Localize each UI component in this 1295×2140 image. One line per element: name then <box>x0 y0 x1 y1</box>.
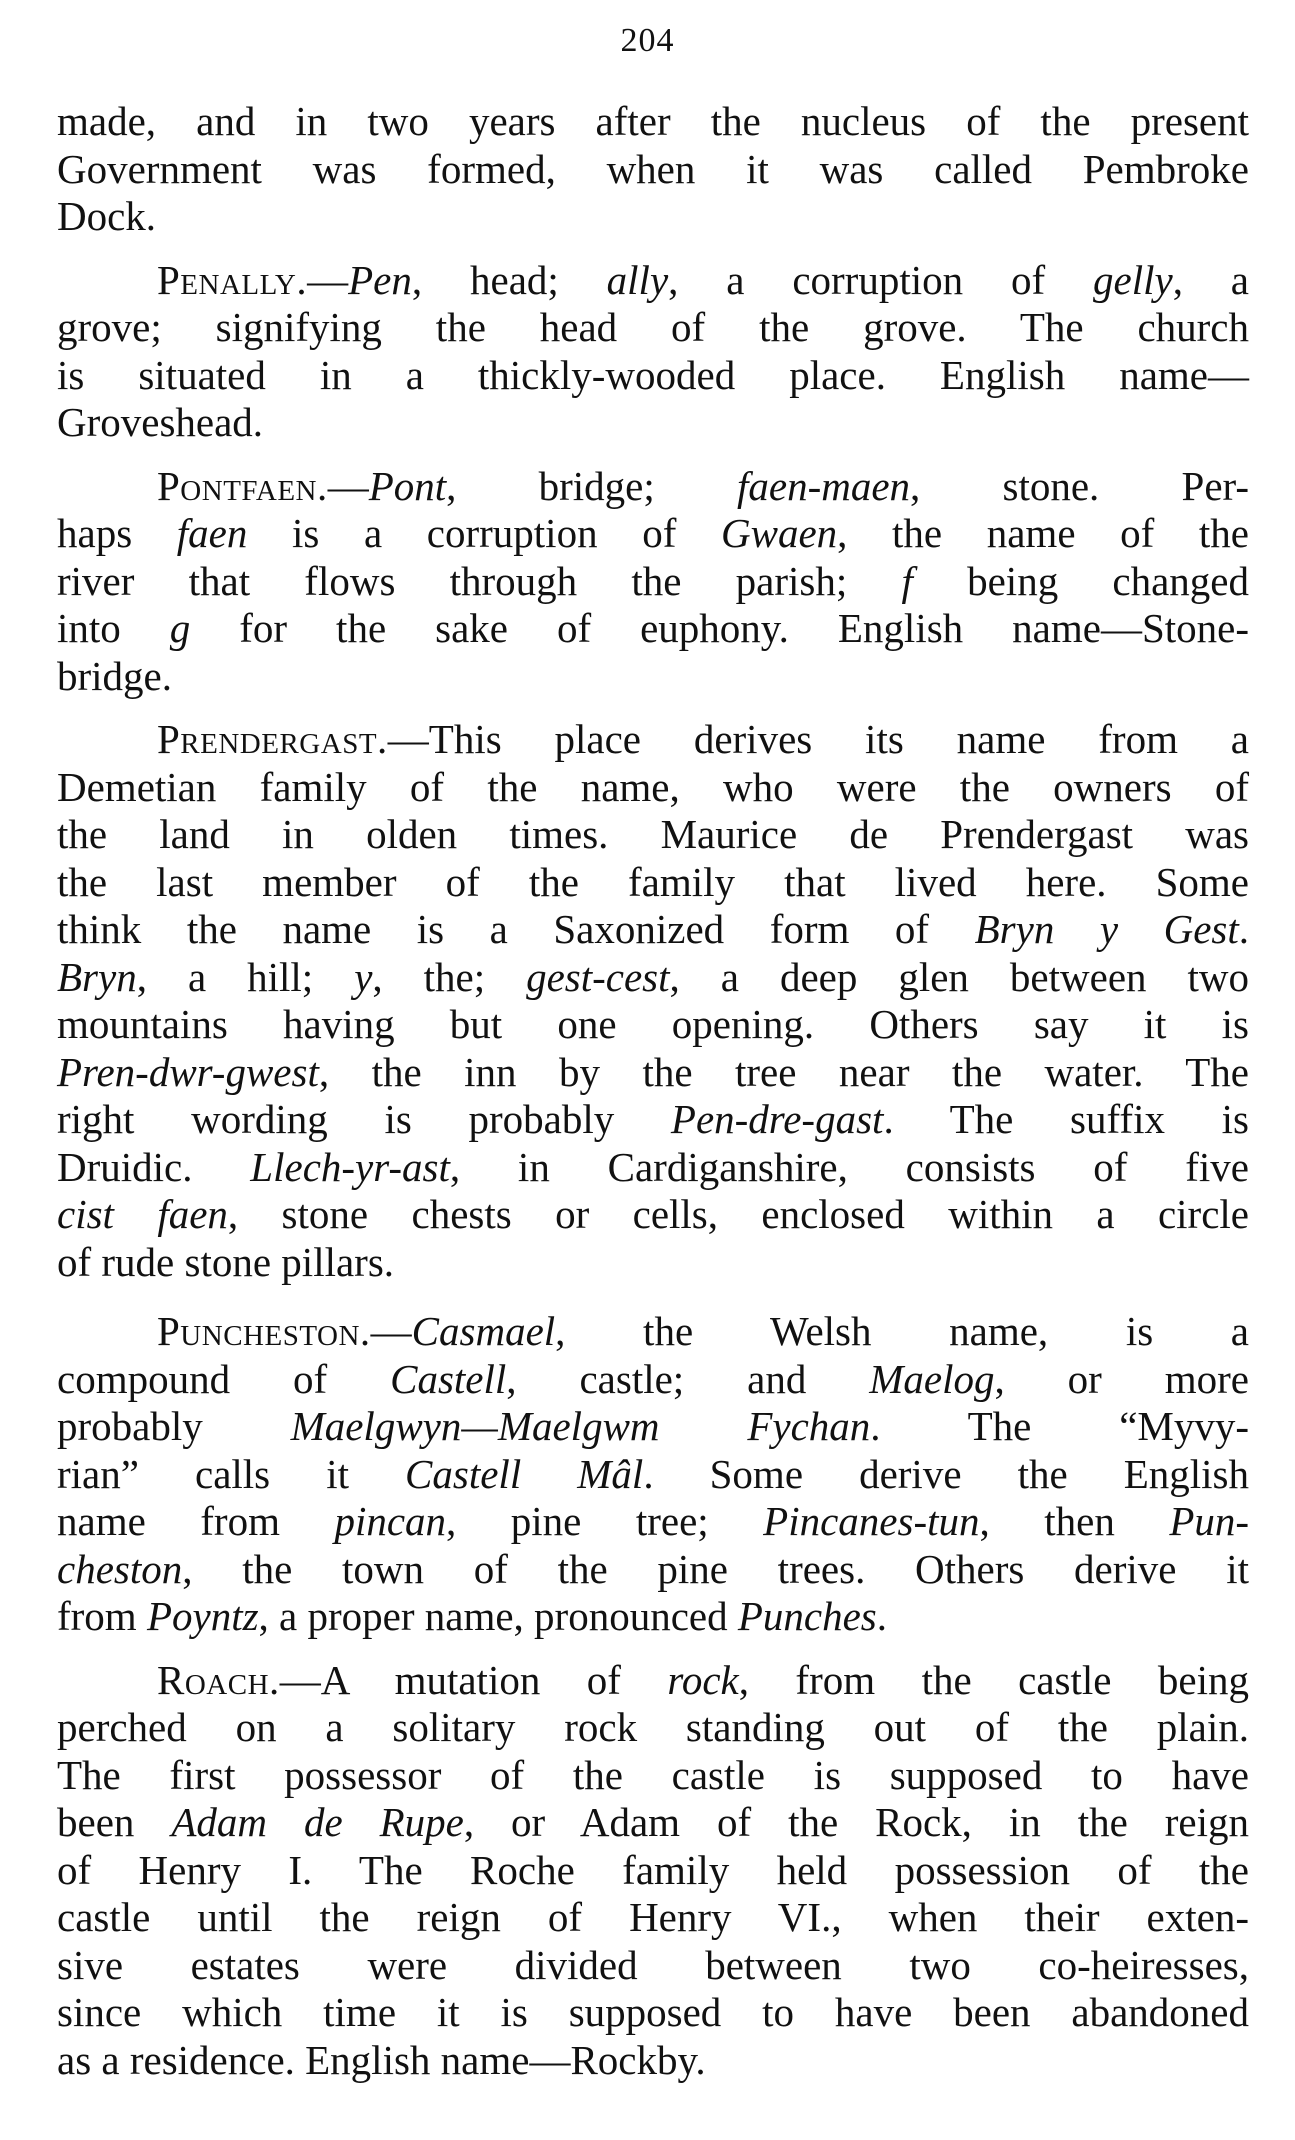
text-line <box>57 1144 1249 1192</box>
text-line <box>57 1096 1249 1144</box>
text-run: mountains having but one opening. Others say it is <box>57 1001 1249 1047</box>
text-run: , head; <box>411 256 607 303</box>
text-line <box>57 1942 1249 1990</box>
text-run: , from the castle being <box>738 1656 1249 1703</box>
italic-term: Punches <box>737 1593 877 1639</box>
paragraph-continuation <box>57 98 1249 241</box>
page-body <box>57 98 1249 2084</box>
text-run: since which time it is supposed to have been abandoned <box>57 1989 1249 2035</box>
text-run: think the name is a Saxonized form of <box>57 906 975 952</box>
text-line <box>57 304 1249 352</box>
text-run: Demetian family of the name, who were the owners of <box>57 763 1249 810</box>
text-line <box>57 1989 1249 2037</box>
text-line <box>57 1356 1249 1404</box>
text-run: river that flows through the parish; <box>57 557 902 604</box>
text-line <box>57 1451 1249 1499</box>
text-line <box>57 1894 1249 1942</box>
text-run: of Henry I. The Roche family held possession of the <box>57 1846 1249 1893</box>
text-run: as a residence. English name—Rockby. <box>57 2036 706 2083</box>
text-run: , a corruption of <box>668 256 1093 303</box>
text-line <box>57 558 1249 606</box>
text-run: from <box>57 1593 147 1639</box>
italic-term: Maelgwyn—Maelgwm Fychan <box>290 1403 871 1449</box>
text-line <box>57 399 1249 447</box>
text-run: rian” calls it <box>57 1450 406 1497</box>
text-run: , stone. Per- <box>910 462 1249 509</box>
text-line <box>57 653 1249 701</box>
text-run: been <box>57 1799 172 1845</box>
text-run: Groveshead. <box>57 399 264 445</box>
text-run: . The suffix is <box>883 1096 1249 1142</box>
text-run: Dock. <box>57 193 157 239</box>
italic-term: Bryn y Gest <box>974 906 1239 952</box>
text-run: name from <box>57 1498 335 1544</box>
text-run: , then <box>979 1498 1170 1544</box>
text-line <box>57 510 1249 558</box>
text-line <box>57 605 1249 653</box>
text-run: —This place derives its name from a <box>387 716 1249 762</box>
text-run: made, and in two years after the nucleus of the present <box>57 98 1249 144</box>
italic-term: f <box>901 557 913 604</box>
italic-term: faen-maen <box>736 462 911 509</box>
text-run: , the Welsh name, is a <box>555 1308 1249 1354</box>
text-run: , a <box>1172 256 1250 303</box>
text-line <box>57 1752 1249 1800</box>
text-run: , the inn by the tree near the water. The <box>318 1048 1249 1095</box>
text-line <box>57 1191 1249 1239</box>
text-run: the land in olden times. Maurice de Prendergast was <box>57 811 1249 857</box>
italic-term: Poyntz <box>146 1593 259 1639</box>
text-run: , castle; and <box>506 1355 870 1402</box>
text-run: , pine tree; <box>446 1498 764 1544</box>
text-run: , in Cardiganshire, consists of five <box>449 1143 1249 1190</box>
entry-heading: Pontfaen. <box>157 462 328 509</box>
italic-term: Castell <box>390 1355 507 1402</box>
italic-term: Pen-dre-gast <box>670 1096 884 1142</box>
text-run: , or more <box>994 1355 1249 1402</box>
text-run: , a deep glen between two <box>669 953 1250 1000</box>
entry-heading: Prendergast. <box>157 716 388 762</box>
text-line <box>57 859 1249 907</box>
text-run: compound of <box>57 1355 391 1402</box>
text-line <box>57 2037 1249 2085</box>
text-run: Druidic. <box>57 1143 251 1190</box>
italic-term: g <box>169 605 191 651</box>
entry-heading: Roach. <box>157 1656 280 1703</box>
paragraph-pontfaen <box>57 463 1249 701</box>
text-run: is situated in a thickly-wooded place. English name— <box>57 351 1249 398</box>
italic-term: Llech-yr-ast <box>250 1143 450 1190</box>
text-line <box>57 764 1249 812</box>
text-run: — <box>327 462 369 509</box>
text-run: , or Adam of the Rock, in the reign <box>463 1799 1249 1845</box>
text-line <box>57 1799 1249 1847</box>
paragraph-puncheston <box>57 1308 1249 1641</box>
italic-term: Maelog <box>869 1355 995 1402</box>
text-run: into <box>57 605 170 651</box>
text-run: , a proper name, pronounced <box>258 1593 738 1639</box>
page-number: 204 <box>620 22 675 59</box>
text-run: , stone chests or cells, enclosed within a circle <box>227 1191 1249 1237</box>
paragraph-prendergast <box>57 716 1249 1286</box>
text-run: . <box>1238 906 1249 952</box>
text-run: haps <box>57 510 177 556</box>
text-run: , the name of the <box>837 510 1250 556</box>
text-line <box>57 1704 1249 1752</box>
text-run: grove; signifying the head of the grove. The church <box>57 304 1249 350</box>
text-line <box>57 1308 1249 1356</box>
text-run: , the town of the pine trees. Others derive it <box>182 1545 1249 1592</box>
italic-term: pincan <box>334 1498 447 1544</box>
italic-term: Pincanes-tun <box>763 1498 980 1544</box>
text-run: , a hill; <box>136 953 355 1000</box>
text-run: of rude stone pillars. <box>57 1238 395 1285</box>
italic-term: cist faen <box>57 1191 228 1237</box>
text-line <box>57 716 1249 764</box>
text-line <box>57 954 1249 1002</box>
text-run: . Some derive the English <box>643 1450 1249 1497</box>
text-run: bridge. <box>57 652 172 699</box>
text-line <box>57 1593 1249 1641</box>
text-line <box>57 906 1249 954</box>
italic-term: Pun- <box>1169 1498 1250 1544</box>
italic-term: cheston <box>57 1545 183 1592</box>
text-line <box>57 1657 1249 1705</box>
text-run: — <box>370 1308 412 1354</box>
text-line <box>57 98 1249 146</box>
text-line <box>57 1847 1249 1895</box>
text-run: . <box>876 1593 887 1639</box>
text-run: , the; <box>372 953 527 1000</box>
italic-term: Casmael <box>411 1308 556 1354</box>
text-run: —A mutation of <box>279 1656 668 1703</box>
text-run: . The “Myvy- <box>870 1403 1250 1449</box>
entry-heading: Penally. <box>157 256 308 303</box>
text-line <box>57 257 1249 305</box>
text-line <box>57 1546 1249 1594</box>
italic-term: faen <box>176 510 248 556</box>
paragraph-roach <box>57 1657 1249 2085</box>
italic-term: Pen <box>348 256 412 303</box>
entry-heading: Puncheston. <box>157 1308 371 1354</box>
text-line <box>57 463 1249 511</box>
text-run: castle until the reign of Henry VI., when their exten- <box>57 1894 1249 1940</box>
text-run: is a corruption of <box>247 510 721 556</box>
italic-term: gest-cest <box>526 953 670 1000</box>
italic-term: Adam de Rupe <box>171 1799 464 1845</box>
italic-term: Pont <box>368 462 447 509</box>
text-line <box>57 1239 1249 1287</box>
text-run: being changed <box>912 557 1249 604</box>
italic-term: gelly <box>1093 256 1173 303</box>
text-run: for the sake of euphony. English name—Stone- <box>190 605 1249 651</box>
text-run: , bridge; <box>446 462 737 509</box>
italic-term: Castell Mâl <box>405 1450 644 1497</box>
text-line <box>57 811 1249 859</box>
italic-term: Bryn <box>57 953 137 1000</box>
text-line <box>57 1001 1249 1049</box>
text-line <box>57 1403 1249 1451</box>
text-run: right wording is probably <box>57 1096 671 1142</box>
text-run: Government was formed, when it was called Pembroke <box>57 145 1249 192</box>
text-run: the last member of the family that lived here. Some <box>57 858 1249 905</box>
text-line <box>57 1049 1249 1097</box>
text-line <box>57 146 1249 194</box>
paragraph-penally <box>57 257 1249 447</box>
italic-term: rock <box>667 1656 739 1703</box>
text-run: probably <box>57 1403 291 1449</box>
text-run: perched on a solitary rock standing out of the plain. <box>57 1704 1249 1750</box>
text-run: sive estates were divided between two co-heiresses, <box>57 1941 1249 1988</box>
text-line <box>57 352 1249 400</box>
text-line <box>57 193 1249 241</box>
text-run: The first possessor of the castle is supposed to have <box>57 1751 1249 1798</box>
italic-term: ally <box>606 256 669 303</box>
italic-term: y <box>354 953 373 1000</box>
text-run: — <box>307 256 349 303</box>
italic-term: Pren-dwr-gwest <box>57 1048 319 1095</box>
italic-term: Gwaen <box>720 510 838 556</box>
text-line <box>57 1498 1249 1546</box>
